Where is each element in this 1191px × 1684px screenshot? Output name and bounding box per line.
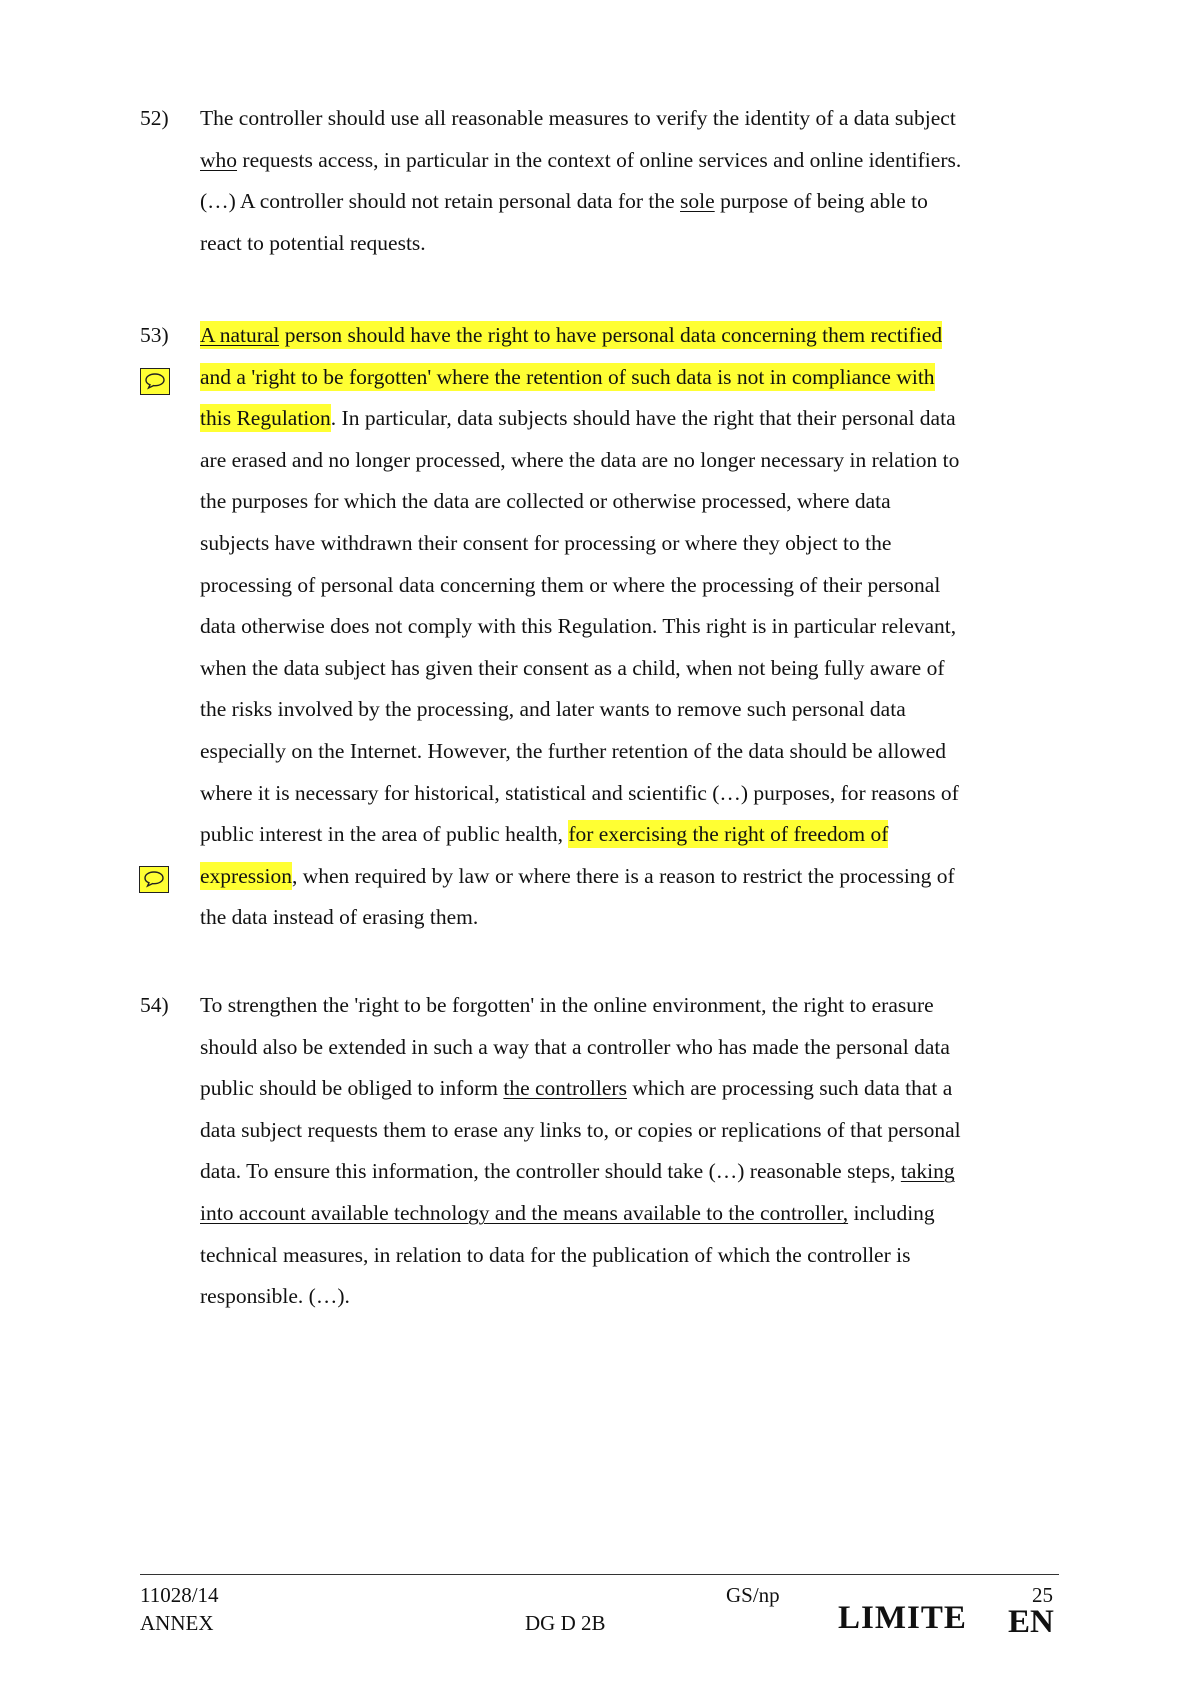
text-line: data. To ensure this information, the controller should take (…) reasonable steps, taking <box>200 1159 955 1184</box>
text-line: public interest in the area of public health, for exercising the right of freedom of <box>200 822 889 847</box>
paragraph-number: 54) <box>140 993 169 1017</box>
text-line: expression, when required by law or where there is a reason to restrict the processing of <box>200 863 955 888</box>
language-code: EN <box>1008 1604 1054 1640</box>
comment-icon[interactable] <box>140 368 170 395</box>
text-line: responsible. (…). <box>200 1284 350 1309</box>
text-line: The controller should use all reasonable measures to verify the identity of a data subject <box>200 106 956 130</box>
text-line: To strengthen the 'right to be forgotten' in the online environment, the right to erasure <box>200 993 934 1017</box>
text-line: should also be extended in such a way that a controller who has made the personal data <box>200 1034 950 1059</box>
text-line: who requests access, in particular in the context of online services and online identifiers. <box>200 147 962 172</box>
text-line: A natural person should have the right to have personal data concerning them rectified <box>200 323 943 347</box>
text-line: and a 'right to be forgotten' where the retention of such data is not in compliance with <box>200 364 935 389</box>
text-line: the data instead of erasing them. <box>200 905 479 930</box>
paragraph-text <box>200 315 1070 939</box>
paragraph-number: 53) <box>140 323 169 347</box>
doc-number: 11028/14 <box>140 1583 219 1607</box>
dg-label: DG D 2B <box>525 1611 606 1635</box>
text-line: data otherwise does not comply with this Regulation. This right is in particular relevant, <box>200 614 957 639</box>
paragraph-number: 52) <box>140 106 169 130</box>
text-line: especially on the Internet. However, the further retention of the data should be allowed <box>200 738 946 763</box>
page-number: 25 <box>1032 1583 1053 1607</box>
text-line: react to potential requests. <box>200 230 426 255</box>
text-line: this Regulation. In particular, data subjects should have the right that their personal data <box>200 406 956 431</box>
limite-marking: LIMITE <box>838 1600 967 1636</box>
comment-icon[interactable] <box>139 866 169 893</box>
footer-rule <box>140 1574 1059 1575</box>
text-line: (…) A controller should not retain personal data for the sole purpose of being able to <box>200 189 928 214</box>
text-line: subjects have withdrawn their consent for processing or where they object to the <box>200 530 892 555</box>
text-line: public should be obliged to inform the controllers which are processing such data that a <box>200 1076 953 1101</box>
initials: GS/np <box>726 1583 780 1607</box>
text-line: are erased and no longer processed, where the data are no longer necessary in relation to <box>200 447 960 472</box>
text-line: the risks involved by the processing, and later wants to remove such personal data <box>200 697 906 722</box>
text-line: technical measures, in relation to data for the publication of which the controller is <box>200 1242 911 1267</box>
text-line: data subject requests them to erase any links to, or copies or replications of that personal <box>200 1117 961 1142</box>
paragraph-text <box>200 98 1070 264</box>
text-line: into account available technology and the means available to the controller, including <box>200 1200 935 1225</box>
text-line: when the data subject has given their consent as a child, when not being fully aware of <box>200 655 945 680</box>
text-line: processing of personal data concerning them or where the processing of their personal <box>200 572 941 597</box>
annex-label: ANNEX <box>140 1611 214 1635</box>
text-line: where it is necessary for historical, statistical and scientific (…) purposes, for reasons of <box>200 780 959 805</box>
text-line: the purposes for which the data are collected or otherwise processed, where data <box>200 489 891 514</box>
paragraph-text <box>200 985 1070 1318</box>
